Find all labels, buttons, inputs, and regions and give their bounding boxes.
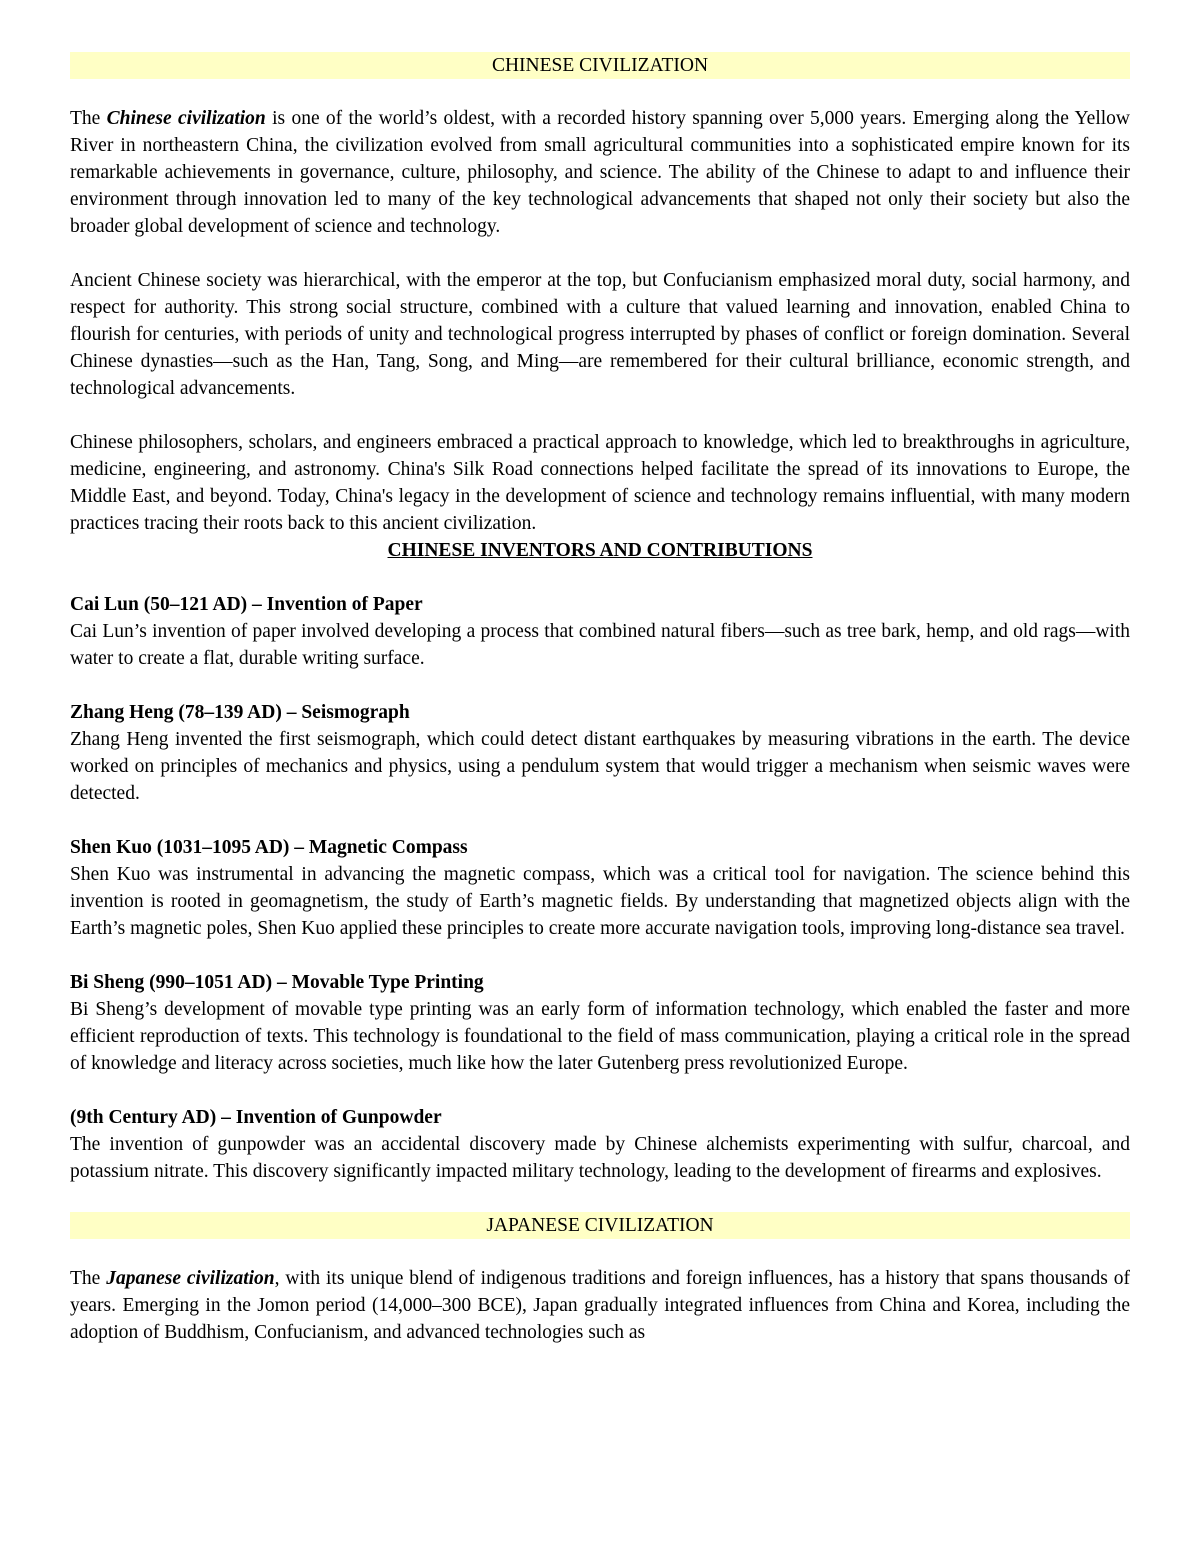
inventor-entry (70, 969, 1130, 1077)
spacer (70, 807, 1130, 834)
spacer (70, 942, 1130, 969)
spacer (70, 672, 1130, 699)
paragraph-lead: The (70, 108, 107, 129)
inventor-description: Bi Sheng’s development of movable type printing was an early form of information technology, which enabled the faster and more efficient reproduction of texts. This technology is foundational to the field of mass communication, playing a critical role in the spread of knowledge and literacy across societies, much like how the later Gutenberg press revolutionized Europe. (70, 999, 1130, 1074)
japanese-civilization-heading: JAPANESE CIVILIZATION (70, 1212, 1130, 1239)
spacer (70, 1077, 1130, 1104)
inventor-entry (70, 834, 1130, 942)
spacer (70, 402, 1130, 429)
paragraph-lead: The (70, 1268, 107, 1289)
inventor-description: The invention of gunpowder was an accidental discovery made by Chinese alchemists experimenting with sulfur, charcoal, and potassium nitrate. This discovery significantly impacted military technology, leading to the development of firearms and explosives. (70, 1134, 1130, 1182)
paragraph-text: is one of the world’s oldest, with a recorded history spanning over 5,000 years. Emerging along the Yellow River in northeastern China, the civilization evolved from small agricultural communities into a sophisticated empire known for its remarkable achievements in governance, culture, philosophy, and science. The ability of the Chinese to adapt to and influence their environment through innovation led to many of the key technological advancements that shaped not only their society but also the broader global development of science and technology. (70, 108, 1131, 237)
emphasized-term: Chinese civilization (106, 108, 266, 129)
chinese-legacy-paragraph: Chinese philosophers, scholars, and engineers embraced a practical approach to knowledge, which led to breakthroughs in agriculture, medicine, engineering, and astronomy. China's Silk Road connections helped facilitate the spread of its innovations to Europe, the Middle East, and beyond. Today, China's legacy in the development of science and technology remains influential, with many modern practices tracing their roots back to this ancient civilization. (70, 432, 1130, 534)
inventor-title: Zhang Heng (78–139 AD) – Seismograph (70, 702, 410, 723)
spacer (70, 240, 1130, 267)
inventor-description: Shen Kuo was instrumental in advancing the magnetic compass, which was a critical tool for navigation. The science behind this invention is rooted in geomagnetism, the study of Earth’s magnetic fields. By understanding that magnetized objects align with the Earth’s magnetic poles, Shen Kuo applied these principles to create more accurate navigation tools, improving long-distance sea travel. (70, 864, 1130, 939)
inventor-description: Zhang Heng invented the first seismograph, which could detect distant earthquakes by measuring vibrations in the earth. The device worked on principles of mechanics and physics, using a pendulum system that would trigger a mechanism when seismic waves were detected. (70, 729, 1130, 804)
inventor-title: (9th Century AD) – Invention of Gunpowder (70, 1107, 442, 1128)
inventor-entry (70, 699, 1130, 807)
inventors-heading: CHINESE INVENTORS AND CONTRIBUTIONS (387, 540, 813, 561)
chinese-civilization-heading: CHINESE CIVILIZATION (70, 52, 1130, 79)
inventor-title: Bi Sheng (990–1051 AD) – Movable Type Printing (70, 972, 484, 993)
paragraph-text: , with its unique blend of indigenous traditions and foreign influences, has a history that spans thousands of years. Emerging in the Jomon period (14,000–300 BCE), Japan gradually integrated influences from China and Korea, including the adoption of Buddhism, Confucianism, and advanced technologies such as (70, 1268, 1130, 1343)
spacer (70, 79, 1130, 105)
chinese-society-paragraph: Ancient Chinese society was hierarchical, with the emperor at the top, but Confucianism emphasized moral duty, social harmony, and respect for authority. This strong social structure, combined with a culture that valued learning and innovation, enabled China to flourish for centuries, with periods of unity and technological progress interrupted by phases of conflict or foreign domination. Several Chinese dynasties—such as the Han, Tang, Song, and Ming—are remembered for their cultural brilliance, economic strength, and technological advancements. (70, 270, 1130, 399)
inventor-entry (70, 591, 1130, 672)
emphasized-term: Japanese civilization (106, 1268, 275, 1289)
spacer (70, 1185, 1130, 1212)
inventor-entry (70, 1104, 1130, 1185)
spacer (70, 564, 1130, 591)
inventor-title: Cai Lun (50–121 AD) – Invention of Paper (70, 594, 423, 615)
inventor-description: Cai Lun’s invention of paper involved developing a process that combined natural fibers—such as tree bark, hemp, and old rags—with water to create a flat, durable writing surface. (70, 621, 1130, 669)
chinese-intro-paragraph (70, 105, 1130, 240)
inventor-title: Shen Kuo (1031–1095 AD) – Magnetic Compass (70, 837, 468, 858)
japanese-intro-paragraph (70, 1265, 1130, 1346)
spacer (70, 1239, 1130, 1265)
